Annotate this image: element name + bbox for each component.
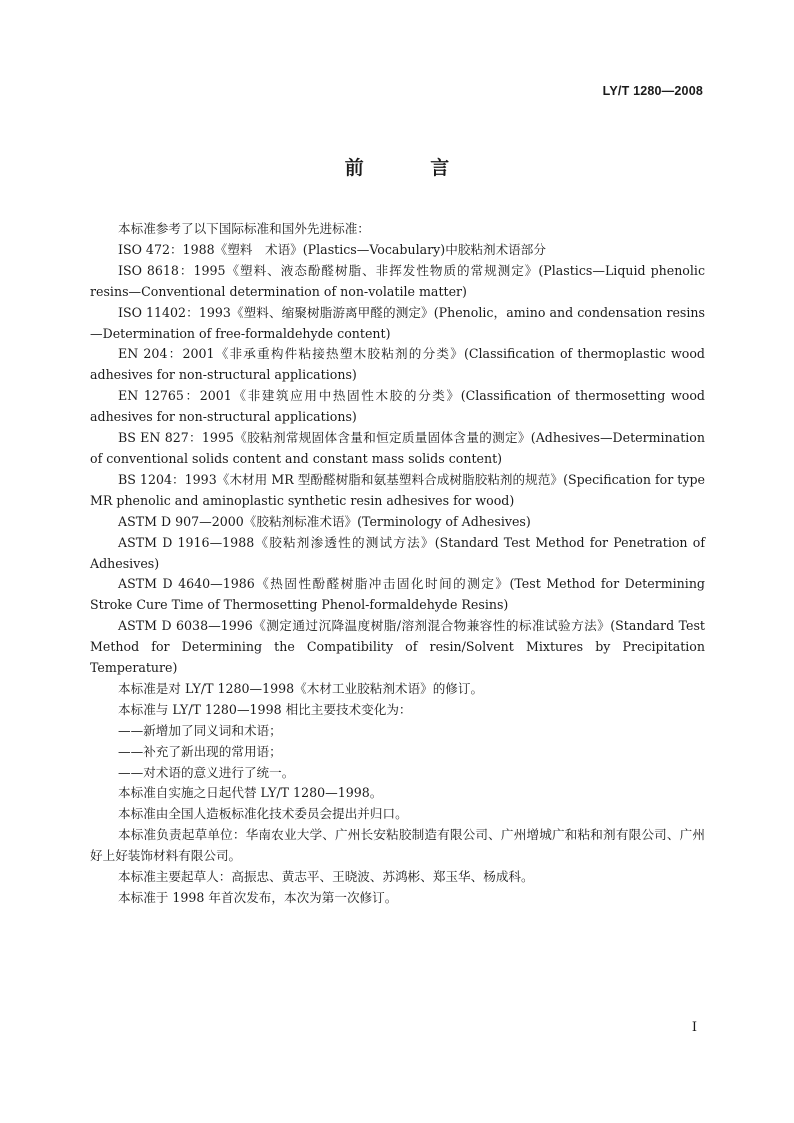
- reference-item: EN 204：2001《非承重构件粘接热塑木胶粘剂的分类》(Classification of thermoplastic wood adhesives for non-structural applications): [90, 346, 705, 383]
- reference-item: ASTM D 4640—1986《热固性酚醛树脂冲击固化时间的测定》(Test Method for Determining Stroke Cure Time of Thermosetting Phenol-formaldehyde Resins): [90, 576, 705, 613]
- page-number: I: [691, 1020, 697, 1035]
- reference-item: BS 1204：1993《木材用 MR 型酚醛树脂和氨基塑料合成树脂胶粘剂的规范》(Specification for type MR phenolic and aminoplastic synthetic resin adhesives for wood): [90, 471, 705, 508]
- reference-item: ASTM D 6038—1996《测定通过沉降温度树脂/溶剂混合物兼容性的标准试验方法》(Standard Test Method for Determining the Compatibility of resin/Solvent Mixtures by Precipitation Temperature): [90, 618, 705, 676]
- change-item: ——对术语的意义进行了统一。: [118, 764, 295, 780]
- paragraph: 本标准自实施之日起代替 LY/T 1280—1998。: [118, 785, 383, 801]
- foreword-body: [90, 219, 705, 909]
- paragraph: 本标准与 LY/T 1280—1998 相比主要技术变化为：: [118, 701, 412, 717]
- standard-code: LY/T 1280—2008: [602, 84, 703, 98]
- reference-item: ASTM D 907—2000《胶粘剂标准术语》(Terminology of Adhesives): [118, 513, 531, 529]
- reference-item: ASTM D 1916—1988《胶粘剂渗透性的测试方法》(Standard Test Method for Penetration of Adhesives): [90, 534, 705, 571]
- reference-item: BS EN 827：1995《胶粘剂常规固体含量和恒定质量固体含量的测定》(Adhesives—Determination of conventional solids content and constant mass solids content): [90, 430, 705, 466]
- change-item: ——新增加了同义词和术语；: [118, 722, 282, 738]
- reference-item: EN 12765：2001《非建筑应用中热固性木胶的分类》(Classification of thermosetting wood adhesives for non-structural applications): [90, 388, 705, 425]
- paragraph: 本标准负责起草单位：华南农业大学、广州长安粘胶制造有限公司、广州增城广和粘和剂有限公司、广州好上好装饰材料有限公司。: [90, 827, 705, 864]
- change-item: ——补充了新出现的常用语；: [118, 743, 282, 759]
- paragraph: 本标准于 1998 年首次发布，本次为第一次修订。: [118, 890, 398, 905]
- paragraph: 本标准是对 LY/T 1280—1998《木材工业胶粘剂术语》的修订。: [118, 680, 484, 696]
- page-title: 前 言: [344, 157, 480, 179]
- paragraph: 本标准由全国人造板标准化技术委员会提出并归口。: [118, 806, 408, 822]
- reference-item: ISO 8618：1995《塑料、液态酚醛树脂、非挥发性物质的常规测定》(Plastics—Liquid phenolic resins—Conventional determination of non-volatile matter): [90, 262, 705, 299]
- reference-item: ISO 472：1988《塑料 术语》(Plastics—Vocabulary)中胶粘剂术语部分: [118, 241, 546, 257]
- paragraph: 本标准主要起草人：高振忠、黄志平、王晓波、苏鸿彬、郑玉华、杨成科。: [118, 869, 534, 885]
- paragraph: 本标准参考了以下国际标准和国外先进标准：: [118, 221, 370, 236]
- reference-item: ISO 11402：1993《塑料、缩聚树脂游离甲醛的测定》(Phenolic，amino and condensation resins—Determination of free-formaldehyde content): [90, 304, 705, 341]
